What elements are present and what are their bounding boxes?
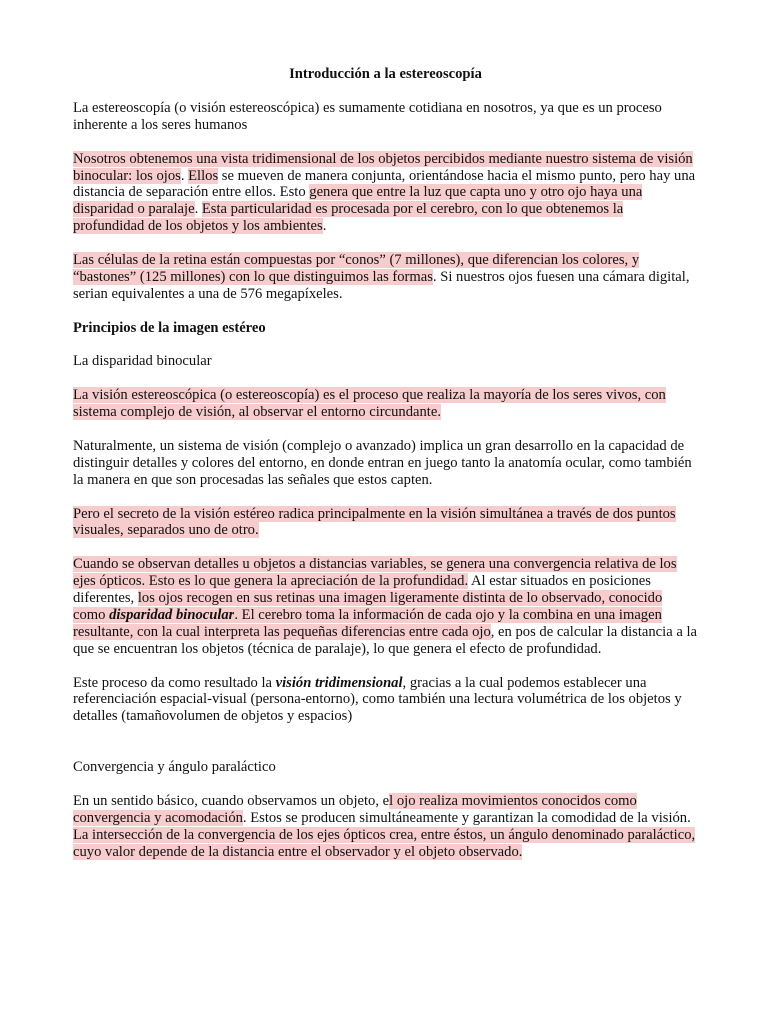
highlight: Las células de la retina están compuestas por “conos” (7 millones), que diferencian los colores, y “bastones” (125 millones) con lo que distinguimos las formas xyxy=(73,252,640,285)
highlight: Nosotros obtenemos una vista tridimensional de los objetos percibidos mediante nuestro sistema de visión binocular: los ojos xyxy=(73,150,693,184)
paragraph-stereoscopic-vision xyxy=(73,387,698,421)
paragraph-intro: La estereoscopía (o visión estereoscópica) es sumamente cotidiana en nosotros, ya que es un proceso inherente a los seres humanos xyxy=(73,99,662,133)
subheading-binocular-disparity: La disparidad binocular xyxy=(73,353,212,370)
paragraph-optical-axes: Cuando se observan detalles u objetos a distancias variables, se genera una convergencia relativa de los ejes ópticos. Esto es lo que genera la apreciación de la profundidad. Al estar situados en posiciones diferentes, los ojos recogen en sus retinas una imagen ligeramente distinta de lo observado, conocido como disparidad binocular. El cerebro toma la información de cada ojo y la combina en una imagen resultante, con la cual interpreta las pequeñas diferencias entre cada ojo, en pos de calcular la distancia a la que se encuentran los objetos (técnica de paralaje), lo que genera el efecto de profundidad. xyxy=(73,556,697,657)
highlight: los ojos recogen en sus retinas una imagen ligeramente distinta de lo observado, conocido como xyxy=(73,590,663,623)
highlight: Esta particularidad es procesada por el cerebro, con lo que obtenemos la profundidad de los objetos y los ambientes xyxy=(73,201,624,235)
paragraph-retina-cells: Las células de la retina están compuestas por “conos” (7 millones), que diferencian los colores, y “bastones” (125 millones) con lo que distinguimos las formas. Si nuestros ojos fuesen una cámara digital, serian equivalentes a una de 576 megapíxeles. xyxy=(73,252,690,302)
highlight: Cuando se observan detalles u objetos a distancias variables, se genera una convergencia relativa de los ejes ópticos. Esto es lo que genera la apreciación de la profundidad. xyxy=(73,556,677,590)
highlight: Pero el secreto de la visión estéreo radica principalmente en la visión simultánea a través de dos puntos visuales, separados uno de otro. xyxy=(73,505,676,539)
paragraph-3d-vision: Este proceso da como resultado la visión tridimensional, gracias a la cual podemos establecer una referenciación espacial-visual (persona-entorno), como también una lectura volumétrica de los objetos y detalles (tamañovolumen de objetos y espacios) xyxy=(73,674,682,725)
highlight: La visión estereoscópica (o estereoscopía) es el proceso que realiza la mayoría de los seres vivos, con sistema complejo de visión, al observar el entorno circundante. xyxy=(73,387,666,421)
paragraph-binocular-vision: Nosotros obtenemos una vista tridimensional de los objetos percibidos mediante nuestro sistema de visión binocular: los ojos. Ellos se mueven de manera conjunta, orientándose hacia el mismo punto, pero hay una distancia de separación entre ellos. Esto genera que entre la luz que capta uno y otro ojo haya una disparidad o paralaje. Esta particularidad es procesada por el cerebro, con lo que obtenemos la profundidad de los objetos y los ambientes. xyxy=(73,150,696,235)
document-page xyxy=(73,66,698,877)
highlight: genera que entre la luz que capta uno y otro ojo haya una disparidad o paralaje xyxy=(73,184,643,218)
paragraph-convergence: En un sentido básico, cuando observamos un objeto, el ojo realiza movimientos conocidos como convergencia y acomodación. Estos se producen simultáneamente y garantizan la comodidad de la visión. La intersección de la convergencia de los ejes ópticos crea, entre éstos, un ángulo denominado paraláctico, cuyo valor depende de la distancia entre el observador y el objeto observado. xyxy=(73,792,696,860)
paragraph-vision-system: Naturalmente, un sistema de visión (complejo o avanzado) implica un gran desarrollo en la capacidad de distinguir detalles y colores del entorno, en donde entran en juego tanto la anatomía ocular, como también la manera en que son procesadas las señales que estos capten. xyxy=(73,437,692,488)
document-title: Introducción a la estereoscopía xyxy=(289,66,482,82)
highlight: Ellos xyxy=(188,167,219,184)
highlight-term: disparidad binocular xyxy=(109,606,235,623)
emphasis-term: visión tridimensional xyxy=(275,674,403,691)
paragraph-stereo-secret xyxy=(73,506,698,540)
highlight: l ojo realiza movimientos conocidos como convergencia y acomodación xyxy=(73,792,637,826)
highlight: La intersección de la convergencia de los ejes ópticos crea, entre éstos, un ángulo denominado paraláctico, cuyo valor depende de la distancia entre el observador y el objeto observado. xyxy=(73,826,696,860)
highlight: . El cerebro toma la información de cada ojo y la combina en una imagen resultante, con la cual interpreta las pequeñas diferencias entre cada ojo xyxy=(73,606,662,640)
section-heading-stereo-principles: Principios de la imagen estéreo xyxy=(73,319,266,336)
subheading-convergence-angle: Convergencia y ángulo paraláctico xyxy=(73,759,276,776)
